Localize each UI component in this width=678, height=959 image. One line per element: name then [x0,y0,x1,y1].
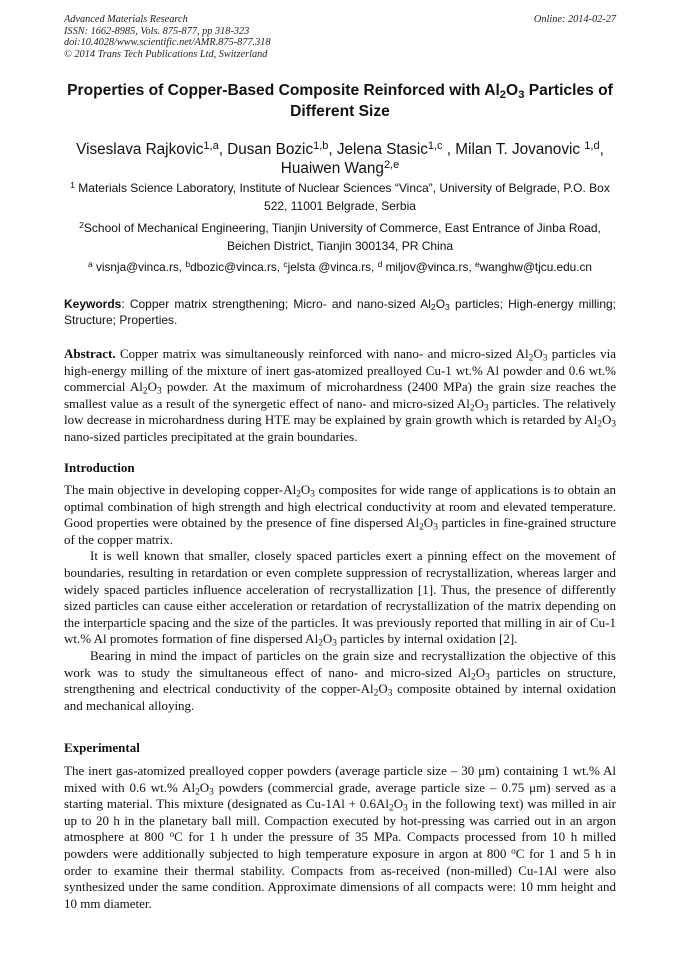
paragraph: The main objective in developing copper-$Al_2O_3$ composites for wide range of applications is to obtain an optimal combination of high strength and high electrical conductivity at room and elevated temperature. Good properties were obtained by the presence of fine dispersed $Al_2O_3$ particles in fine-grained structure of the copper matrix. [64,482,616,547]
abstract-text: Abstract. Copper matrix was simultaneously reinforced with nano- and micro-sized $Al_2O_3$ particles via high-energy milling of the mixture of inert gas-atomized prealloyed Cu-1 wt.% Al powder and 0.6 wt.% commercial $Al_2O_3$ powder. At the maximum of microhardness (2400 MPa) the grain size reaches the smallest value as a result of the synergetic effect of nano- and micro-sized $Al_2O_3$ particles. The relatively low decrease in microhardness during HTE may be explained by grain growth which is retarded by $Al_2O_3$ nano-sized particles precipitated at the grain boundaries. [64,346,616,444]
author-name: Viseslava Rajkovic [76,141,204,158]
keywords: Keywords: Copper matrix strengthening; Micro- and nano-sized $Al_2O_3$ particles; High-energy milling; Structure; Properties. [64,297,617,327]
abstract [64,346,616,446]
online-date: Online: 2014-02-27 [533,14,616,25]
journal-doi: doi:10.4028/www.scientific.net/AMR.875-877.318 [64,37,271,49]
introduction-body [64,482,616,714]
author-name: , Jelena Stasic [328,141,428,158]
paragraph: Bearing in mind the impact of particles on the grain size and recrystallization the objective of this work was to study the simultaneous effect of nano- and micro-sized $Al_2O_3$ particles on structure, strengthening and electrical conductivity of the copper-$Al_2O_3$ composite obtained by internal oxidation and mechanical alloying. [64,647,616,713]
author-name: , Milan T. Jovanovic [442,141,585,158]
journal-issn: ISSN: 1662-8985, Vols. 875-877, pp 318-323 [64,25,250,37]
experimental-body [64,763,616,912]
journal-copyright: © 2014 Trans Tech Publications Ltd, Switzerland [64,48,268,60]
author-name: , Dusan Bozic [218,141,314,158]
journal-header [64,14,616,60]
affiliation-2: $^2$School of Mechanical Engineering, Tianjin University of Commerce, East Entrance of Jinba Road, Beichen District, Tianjin 300134, PR China [79,220,601,253]
author-list: Viseslava Rajkovic$^{1,a}$, Dusan Bozic$^{1,b}$, Jelena Stasic$^{1,c}$ , Milan T. Jovanovic $^{1,d}$, Huaiwen Wang$^{2,e}$ [76,140,604,177]
journal-name: Advanced Materials Research [64,14,188,25]
paragraph: The inert gas-atomized prealloyed copper powders (average particle size – 30 μm) containing 1 wt.% Al mixed with 0.6 wt.% $Al_2O_3$ powders (commercial grade, average particle size – 0.75 μm) served as a starting material. This mixture (designated as $Cu-1Al + 0.6Al_2O_3$ in the following text) was milled in air up to 20 h in the planetary ball mill. Compaction executed by hot-pressing was carried out in an argon atmosphere at 800 $^o$C for 1 h under the pressure of 35 MPa. Compacts processed from 10 h milled powders were additionally subjected to high temperature exposure in argon at 800 $^o$C for 1 and 5 h in order to examine their thermal stability. Compacts from as-received (non-milled) Cu-1Al were also synthesized under the same condition. Approximate dimensions of all compacts were: 10 mm height and 10 mm diameter. [64,763,617,911]
keywords-label: Keywords [64,297,122,311]
affiliation-1: $^1$ Materials Science Laboratory, Institute of Nuclear Sciences “Vinca”, University of Belgrade, P.O. Box 522, 11001 Belgrade, Serbia [70,180,610,213]
paper-title: Properties of Copper-Based Composite Reinforced with $Al_2O_3$ Particles of Different Size [67,82,613,120]
experimental-heading: Experimental [64,740,140,755]
abstract-label: Abstract. [64,346,116,361]
author-name: , Huaiwen Wang [280,141,604,177]
paragraph: It is well known that smaller, closely spaced particles exert a pinning effect on the movement of boundaries, resulting in retardation or even complete suppression of recrystallization, whereas larger and widely spaced particles influence acceleration of recrystallization [1]. Thus, the presence of differently sized particles can cause either acceleration or retardation of recrystallization of the matrix depending on the interparticle spacing and the size of the particles. It was previously reported that milling in air of Cu-1 wt.% Al promotes formation of fine dispersed $Al_2O_3$ particles by internal oxidation [2]. [64,548,616,649]
introduction-heading: Introduction [64,460,135,475]
author-emails: $^a$ visnja@vinca.rs, $^b$dbozic@vinca.rs, $^c$jelsta @vinca.rs, $^d$ miljov@vinca.rs, $^e$wanghw@tjcu.edu.cn [88,259,592,274]
